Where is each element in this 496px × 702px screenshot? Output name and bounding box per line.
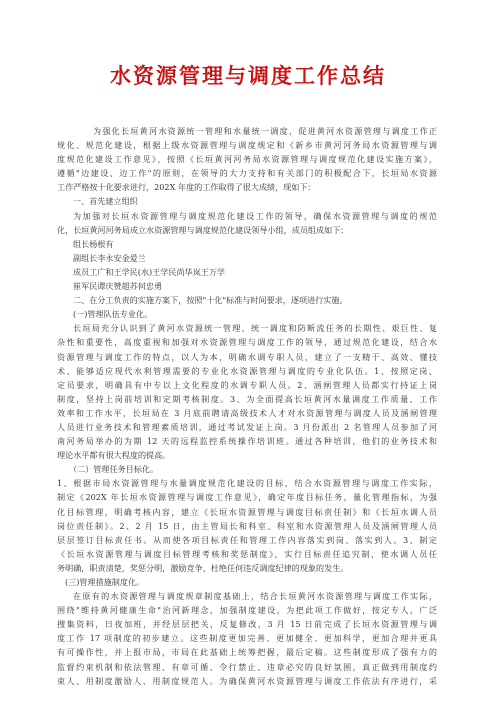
text-line: (三)管理措施制度化。 [65, 577, 145, 587]
text-line: (一)管理队伍专业化。 [73, 309, 153, 320]
text-line: 组长杨根有 [73, 238, 114, 249]
text-line: 效率和工作水平，长垣局在 3 月底前聘请高级技术人才对水资源管理与调度人员及涵闸管理 [57, 407, 437, 418]
text-line: 有可操作性，并上报市局，市局在此基础上统筹把握，最后定稿。这些制度形成了强有力的 [57, 647, 437, 658]
text-line: 工作严格按十化要求进行，202X 年度的工作取得了很大成绩，现如下： [57, 182, 316, 193]
document-title: 水资源管理与调度工作总结 [110, 63, 386, 88]
text-line: 务明确，职责清楚，奖惩分明，激励竞争，杜绝任何违反调度纪律的现象的发生。 [57, 562, 349, 573]
text-line: 人员进行业务技术和管理素质培训，通过考试发证上岗。3 月份派出 2 名管理人员参加了河 [57, 421, 437, 432]
text-line: 化目标管理，明确考核内容，建立《长垣水资源管理与调度目标责任制》和《长垣水调人员 [57, 506, 437, 517]
text-line: 在原有的水资源管理与调度规章制度基础上，结合长垣黄河水资源管理与调度工作实际， [73, 591, 437, 602]
text-line: 规化、规范化建设，根据上级水资源管理与调度规定和《新乡市黄河河务局水资源管理与调 [57, 140, 437, 151]
text-line: 度规范化建设工作意见》，按照《长垣黄河河务局水资源管理与调度规范化建设实施方案》， [57, 154, 437, 165]
text-line: 理论水平都有很大程度的提高。 [57, 450, 171, 461]
text-line: 杂性和重要性，高度重视和加强对水资源管理与调度工作的领导，通过规范化建设，结合水 [57, 337, 437, 348]
text-line: 遵循"边建设、边工作"的原则，在领导的大力支持和有关部门的积极配合下，长垣局水资源 [57, 168, 437, 179]
text-line: 度工作 17 项制度的初步建立。这些制度更加完善、更加健全、更加科学，更加合理并更具 [57, 633, 437, 644]
text-line: 岗位责任制》。2、2 月 15 日，由主管局长和科室、科室和水资源管理人员及涵闸管理人员 [57, 520, 437, 531]
text-line: 制定《202X 年长垣水资源管理与调度工作意见》，确定年度目标任务，量化管理指标，为强 [57, 492, 437, 503]
text-line: 崔军民谭庆赞超苏何忠勇 [73, 281, 163, 292]
text-line: （二）管理任务目标化。 [69, 464, 159, 475]
text-line: 为加强对长垣水资源管理与调度规范化建设工作的领导，确保水资源管理与调度的规范 [73, 210, 437, 221]
text-line: 长垣局充分认识到了黄河水资源统一管理、统一调度和防断流任务的长期性、艰巨性、复 [73, 323, 437, 334]
text-line: 资源管理与调度工作的特点，以人为本，明确水调专职人员，建立了一支精干、高效、懂技 [57, 351, 437, 362]
text-line: 束人、用制度激励人、用制度规范人。为确保黄河水资源管理与调度工作依法有序进行，采 [57, 675, 437, 686]
text-line: 二、在分工负责的实施方案下，按照"十化"标准与时间要求，逐项进行实施。 [73, 295, 348, 306]
text-line: 搜集资料，日夜加班，并经层层把关，反复修改，3 月 15 日前完成了长垣水资源管理与调 [57, 619, 437, 630]
text-line: 化，长垣黄河河务局成立水资源管理与调度规范化建设领导小组，成员组成如下： [57, 224, 349, 235]
text-line: 为强化长垣黄河水资源统一管理和水量统一调度，促进黄河水资源管理与调度工作正 [93, 126, 437, 136]
text-line: 一、首先建立组织 [73, 196, 138, 207]
text-line: 制度，坚持上岗前培训和定期考核制度。3、为全面提高长垣黄河水量调度工作质量、工作 [57, 393, 437, 404]
document-body [57, 124, 437, 688]
text-line: 副组长李永安金爱兰 [73, 252, 146, 263]
text-line: 1、根据市局水资源管理与水量调度规范化建设的目标，结合水资源管理与调度工作实际， [57, 478, 437, 489]
text-line: 《长垣水资源管理与调度目标管理考核和奖惩制度》，实行目标责任追究制，使水调人员任 [57, 548, 437, 559]
text-line: 层层签订目标责任书。从而使各项目标责任和管理工作内容落实到岗、落实到人。3、制定 [57, 534, 437, 545]
text-line: 定员要求，明确具有中专以上文化程度的水调专职人员。2、涵闸管理人员都实行持证上岗 [57, 379, 437, 390]
text-line: 南河务局举办的为期 12 天的远程监控系统操作培训班。通过各种培训，他们的业务技术和 [57, 436, 437, 447]
text-line: 成员工广和王学民(水)王学民尚华岚王万学 [73, 266, 226, 277]
text-line: 监督约束机制和依法管理、有章可循、令行禁止、违章必究的良好氛围，真正做到用制度约 [57, 661, 437, 672]
text-line: 围绕"维持黄河健康生命"治河新理念，加强制度建设，为把此项工作做好，按定专人，广泛 [57, 605, 437, 616]
text-line: 术、能够适应现代水利管理需要的专业化水资源管理与调度的专业化队伍。1、按照定岗、 [57, 365, 437, 376]
